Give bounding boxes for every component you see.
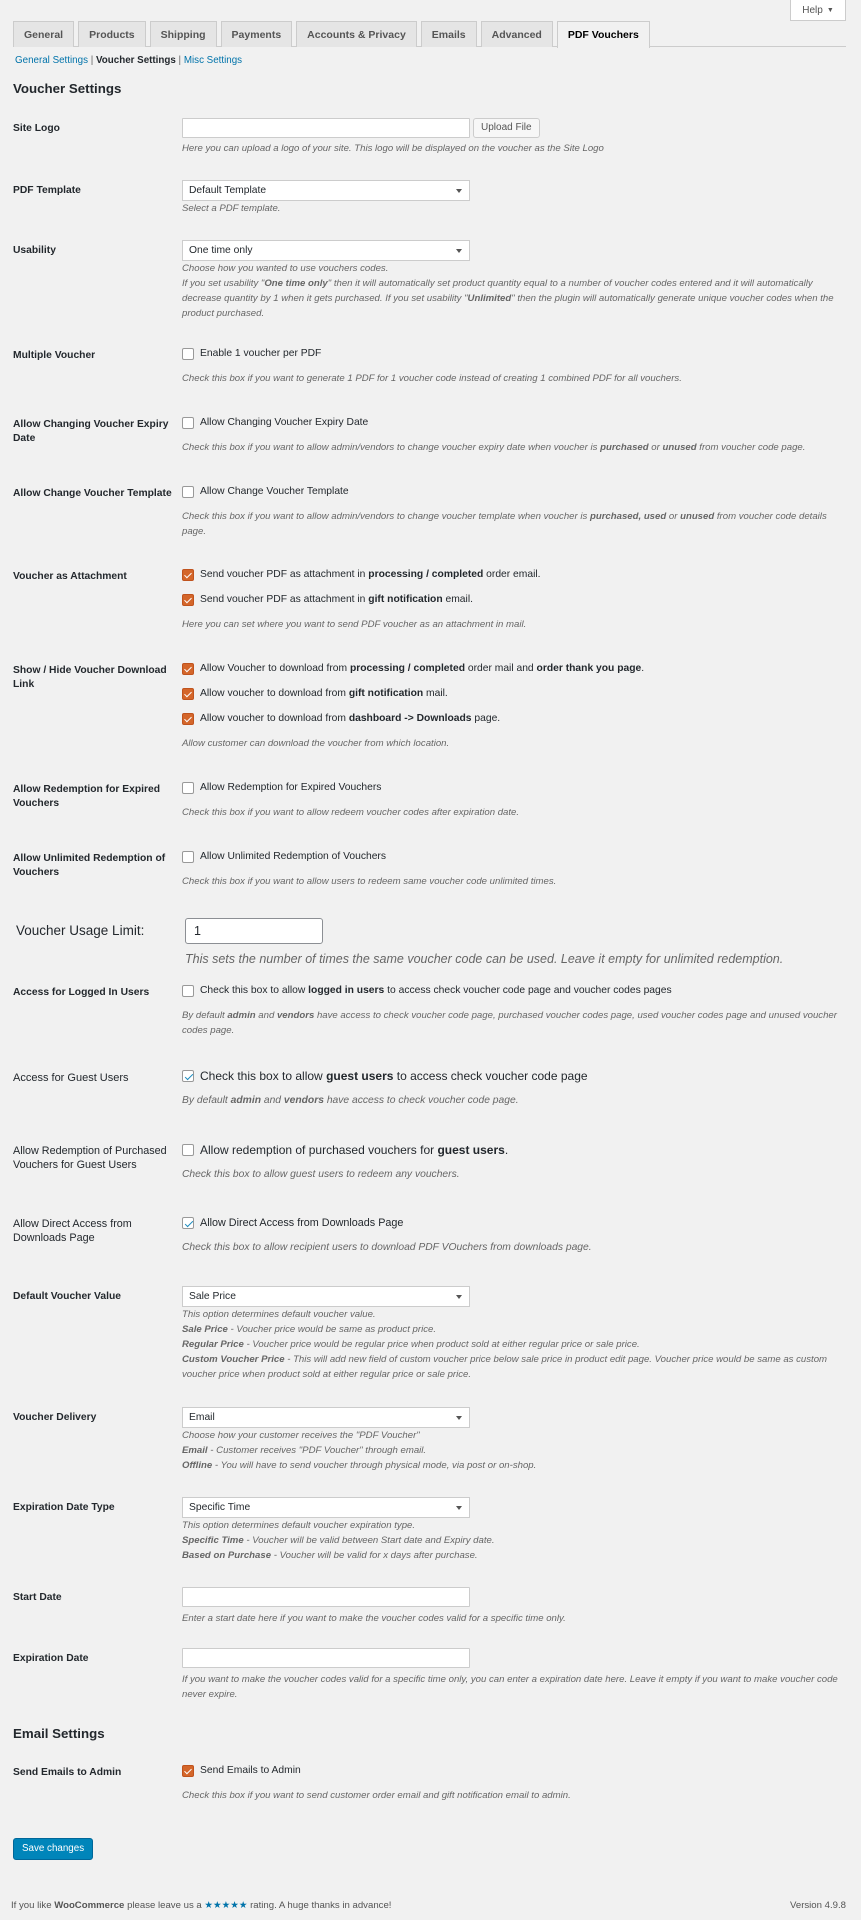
pdf-template-label: PDF Template [13, 185, 81, 196]
attachment-description: Here you can set where you want to send PDF voucher as an attachment in mail. [182, 619, 527, 630]
help-label: Help [802, 4, 823, 16]
allow-template-change-description: Check this box if you want to allow admin/vendors to change voucher template when voucher is purchased, used or unused from voucher code details page. [182, 511, 827, 537]
tab-pdf-vouchers[interactable]: PDF Vouchers [557, 21, 650, 48]
expired-redemption-label: Allow Redemption for Expired Vouchers [13, 784, 161, 809]
start-date-input[interactable] [182, 1587, 470, 1607]
save-changes-button[interactable]: Save changes [13, 1838, 93, 1860]
expiration-type-description: This option determines default voucher expiration type. [182, 1520, 416, 1531]
multiple-voucher-description: Check this box if you want to generate 1 PDF for 1 voucher code instead of creating 1 combined PDF for all vouchers. [182, 373, 682, 384]
pdf-template-select[interactable] [182, 180, 470, 201]
direct-access-field [182, 1216, 842, 1255]
settings-tabs [13, 21, 846, 47]
logged-in-access-label: Access for Logged In Users [13, 987, 150, 998]
pdf-template-value: Default Template [189, 185, 267, 196]
allow-expiry-change-description: Check this box if you want to allow admin/vendors to change voucher expiry date when voucher is purchased or unused from voucher code page. [182, 442, 806, 453]
direct-access-checkbox[interactable] [182, 1217, 194, 1229]
allow-template-change-option[interactable] [182, 485, 842, 499]
direct-access-option[interactable] [182, 1216, 842, 1230]
download-link-description: Allow customer can download the voucher from which location. [182, 738, 450, 749]
logged-in-access-field [182, 984, 842, 1038]
download-link-label: Show / Hide Voucher Download Link [13, 665, 167, 690]
voucher-settings-heading: Voucher Settings [13, 81, 122, 96]
expired-redemption-checkbox[interactable] [182, 782, 194, 794]
usability-label: Usability [13, 245, 56, 256]
guest-access-checkbox-label: Check this box to allow guest users to access check voucher code page [200, 1069, 588, 1083]
unlimited-redemption-checkbox-label: Allow Unlimited Redemption of Vouchers [200, 851, 387, 862]
usage-limit-description: This sets the number of times the same voucher code can be used. Leave it empty for unlimited redemption. [185, 952, 784, 966]
guest-redemption-field [182, 1143, 842, 1182]
expired-redemption-description: Check this box if you want to allow redeem voucher codes after expiration date. [182, 807, 520, 818]
expiration-date-description: If you want to make the voucher codes valid for a specific time only, you can enter a expiration date here. Leave it empty if you want to make voucher code never expire. [182, 1674, 838, 1700]
voucher-delivery-value: Email [189, 1412, 215, 1423]
multiple-voucher-field [182, 347, 842, 386]
attachment-field [182, 568, 842, 632]
guest-redemption-checkbox-label: Allow redemption of purchased vouchers for guest users. [200, 1143, 509, 1157]
expiration-date-label: Expiration Date [13, 1653, 89, 1664]
tab-shipping[interactable]: Shipping [150, 21, 217, 47]
attachment-gift-checkbox[interactable] [182, 594, 194, 606]
allow-expiry-change-option[interactable] [182, 416, 842, 430]
attachment-order-label: Send voucher PDF as attachment in processing / completed order email. [200, 569, 541, 580]
version-text: Version 4.9.8 [789, 1900, 846, 1911]
email-settings-heading: Email Settings [13, 1726, 105, 1741]
unlimited-redemption-option[interactable] [182, 850, 842, 864]
default-value-custom-price: Custom Voucher Price - This will add new field of custom voucher price below sale price in product edit page. Voucher price would be same as custom voucher price when product sold at either regular price or sale price. [182, 1354, 828, 1380]
unlimited-redemption-description: Check this box if you want to allow users to redeem same voucher code unlimited times. [182, 876, 557, 887]
tab-products[interactable]: Products [78, 21, 146, 47]
site-logo-label: Site Logo [13, 123, 60, 134]
usage-limit-label: Voucher Usage Limit: [16, 923, 145, 938]
download-option-dashboard[interactable] [182, 712, 842, 726]
site-logo-description: Here you can upload a logo of your site. This logo will be displayed on the voucher as the Site Logo [182, 143, 604, 154]
footer-rating-text: If you like WooCommerce please leave us a ★★★★★ rating. A huge thanks in advance! [11, 1900, 392, 1911]
usability-details: If you set usability "One time only" then it will automatically set product quantity equal to a number of voucher codes entered and it will automatically decrease quantity by 1 when it gets purchased. If you set usability "Unlimited" then the plugin will automatically generate unique voucher codes when the product purchased. [182, 278, 834, 319]
dropdown-arrow-icon [456, 1295, 462, 1299]
unlimited-redemption-checkbox[interactable] [182, 851, 194, 863]
expiration-type-value: Specific Time [189, 1502, 251, 1513]
logged-in-access-option[interactable] [182, 984, 842, 998]
guest-redemption-description: Check this box to allow guest users to redeem any vouchers. [182, 1169, 460, 1180]
download-dashboard-checkbox[interactable] [182, 713, 194, 725]
voucher-delivery-offline: Offline - You will have to send voucher through physical mode, via post or on-shop. [182, 1460, 537, 1471]
woocommerce-name: WooCommerce [54, 1900, 125, 1911]
allow-expiry-change-label: Allow Changing Voucher Expiry Date [13, 419, 169, 444]
guest-redemption-checkbox[interactable] [182, 1144, 194, 1156]
allow-template-change-checkbox[interactable] [182, 486, 194, 498]
voucher-delivery-email: Email - Customer receives "PDF Voucher" through email. [182, 1445, 427, 1456]
allow-expiry-change-checkbox-label: Allow Changing Voucher Expiry Date [200, 417, 369, 428]
send-admin-label: Send Emails to Admin [13, 1767, 122, 1778]
attachment-label: Voucher as Attachment [13, 571, 127, 582]
subnav-general-settings[interactable]: General Settings [15, 55, 88, 66]
guest-redemption-label: Allow Redemption of Purchased Vouchers for Guest Users [13, 1145, 167, 1171]
expiration-date-field [182, 1648, 842, 1702]
allow-expiry-change-field [182, 416, 842, 455]
start-date-description: Enter a start date here if you want to make the voucher codes valid for a specific time only. [182, 1613, 566, 1624]
voucher-delivery-field [182, 1407, 842, 1473]
usage-limit-input[interactable]: 1 [185, 918, 323, 944]
default-value-select[interactable] [182, 1286, 470, 1307]
guest-access-field [182, 1069, 842, 1108]
sub-navigation [15, 55, 242, 66]
site-logo-field [182, 118, 842, 156]
expiration-type-specific: Specific Time - Voucher will be valid between Start date and Expiry date. [182, 1535, 495, 1546]
default-value-description: This option determines default voucher value. [182, 1309, 376, 1320]
direct-access-label: Allow Direct Access from Downloads Page [13, 1218, 132, 1244]
download-gift-checkbox[interactable] [182, 688, 194, 700]
allow-template-change-field [182, 485, 842, 539]
usage-limit-field [185, 918, 845, 967]
caret-down-icon: ▼ [826, 6, 834, 14]
upload-file-button[interactable]: Upload File [473, 118, 540, 138]
tab-advanced[interactable]: Advanced [481, 21, 553, 47]
subnav-separator: | [175, 55, 184, 66]
allow-template-change-checkbox-label: Allow Change Voucher Template [200, 486, 349, 497]
dropdown-arrow-icon [456, 1416, 462, 1420]
send-admin-checkbox-label: Send Emails to Admin [200, 1765, 301, 1776]
expiration-date-input[interactable] [182, 1648, 470, 1668]
usability-description: Choose how you wanted to use vouchers codes. [182, 263, 389, 274]
guest-access-checkbox[interactable] [182, 1070, 194, 1082]
download-gift-label: Allow voucher to download from gift notification mail. [200, 688, 448, 699]
multiple-voucher-checkbox-label: Enable 1 voucher per PDF [200, 348, 322, 359]
send-admin-option[interactable] [182, 1764, 842, 1778]
dropdown-arrow-icon [456, 1506, 462, 1510]
subnav-misc-settings[interactable]: Misc Settings [183, 55, 243, 66]
start-date-field [182, 1587, 842, 1626]
send-admin-checkbox[interactable] [182, 1765, 194, 1777]
send-admin-field [182, 1764, 842, 1803]
expiration-type-select[interactable] [182, 1497, 470, 1518]
unlimited-redemption-field [182, 850, 842, 889]
download-link-field [182, 662, 842, 751]
voucher-delivery-description: Choose how your customer receives the "PDF Voucher" [182, 1430, 420, 1441]
default-value-label: Default Voucher Value [13, 1291, 121, 1302]
expiration-type-purchase: Based on Purchase - Voucher will be valid for x days after purchase. [182, 1550, 478, 1561]
expired-redemption-option[interactable] [182, 781, 842, 795]
expiration-type-label: Expiration Date Type [13, 1502, 115, 1513]
attachment-option-gift[interactable] [182, 593, 842, 607]
send-admin-description: Check this box if you want to send customer order email and gift notification email to admin. [182, 1790, 571, 1801]
dropdown-arrow-icon [456, 189, 462, 193]
voucher-delivery-select[interactable] [182, 1407, 470, 1428]
subnav-separator: | [87, 55, 96, 66]
usability-field [182, 240, 842, 321]
guest-access-option[interactable] [182, 1069, 842, 1083]
guest-redemption-option[interactable] [182, 1143, 842, 1157]
allow-expiry-change-checkbox[interactable] [182, 417, 194, 429]
expired-redemption-checkbox-label: Allow Redemption for Expired Vouchers [200, 782, 382, 793]
multiple-voucher-option[interactable] [182, 347, 842, 361]
multiple-voucher-checkbox[interactable] [182, 348, 194, 360]
expiration-type-field [182, 1497, 842, 1563]
usability-select[interactable] [182, 240, 470, 261]
tab-emails[interactable]: Emails [421, 21, 477, 47]
start-date-label: Start Date [13, 1592, 62, 1603]
default-value-field [182, 1286, 842, 1382]
subnav-voucher-settings[interactable]: Voucher Settings [95, 55, 176, 66]
tab-general[interactable]: General [13, 21, 74, 47]
usability-value: One time only [189, 245, 253, 256]
download-order-label: Allow Voucher to download from processing / completed order mail and order thank you page. [200, 663, 645, 674]
voucher-delivery-label: Voucher Delivery [13, 1412, 97, 1423]
allow-template-change-label: Allow Change Voucher Template [13, 488, 172, 499]
dropdown-arrow-icon [456, 249, 462, 253]
logged-in-access-checkbox[interactable] [182, 985, 194, 997]
attachment-gift-label: Send voucher PDF as attachment in gift notification email. [200, 594, 473, 605]
direct-access-checkbox-label: Allow Direct Access from Downloads Page [200, 1217, 404, 1229]
logged-in-access-checkbox-label: Check this box to allow logged in users to access check voucher code page and voucher codes pages [200, 985, 672, 996]
download-order-checkbox[interactable] [182, 663, 194, 675]
guest-access-label: Access for Guest Users [13, 1072, 129, 1084]
tab-accounts-privacy[interactable]: Accounts & Privacy [296, 21, 417, 47]
download-option-order[interactable] [182, 662, 842, 676]
attachment-option-order[interactable] [182, 568, 842, 582]
default-value-regular-price: Regular Price - Voucher price would be regular price when product sold at either regular price or sale price. [182, 1339, 640, 1350]
attachment-order-checkbox[interactable] [182, 569, 194, 581]
direct-access-description: Check this box to allow recipient users to download PDF VOuchers from downloads page. [182, 1242, 592, 1253]
unlimited-redemption-label: Allow Unlimited Redemption of Vouchers [13, 853, 166, 878]
site-logo-input[interactable] [182, 118, 470, 138]
default-value-sale-price: Sale Price - Voucher price would be same as product price. [182, 1324, 437, 1335]
help-tab[interactable] [790, 0, 846, 21]
rating-stars-link[interactable]: ★★★★★ [204, 1900, 248, 1911]
download-option-gift[interactable] [182, 687, 842, 701]
download-dashboard-label: Allow voucher to download from dashboard -> Downloads page. [200, 713, 501, 724]
expired-redemption-field [182, 781, 842, 820]
logged-in-access-description: By default admin and vendors have access to check voucher code page, purchased voucher codes page, used voucher codes page and unused voucher codes page. [182, 1010, 837, 1036]
default-value-value: Sale Price [189, 1291, 236, 1302]
tab-payments[interactable]: Payments [221, 21, 293, 47]
pdf-template-description: Select a PDF template. [182, 203, 281, 214]
multiple-voucher-label: Multiple Voucher [13, 350, 96, 361]
guest-access-description: By default admin and vendors have access to check voucher code page. [182, 1095, 519, 1106]
pdf-template-field [182, 180, 842, 216]
